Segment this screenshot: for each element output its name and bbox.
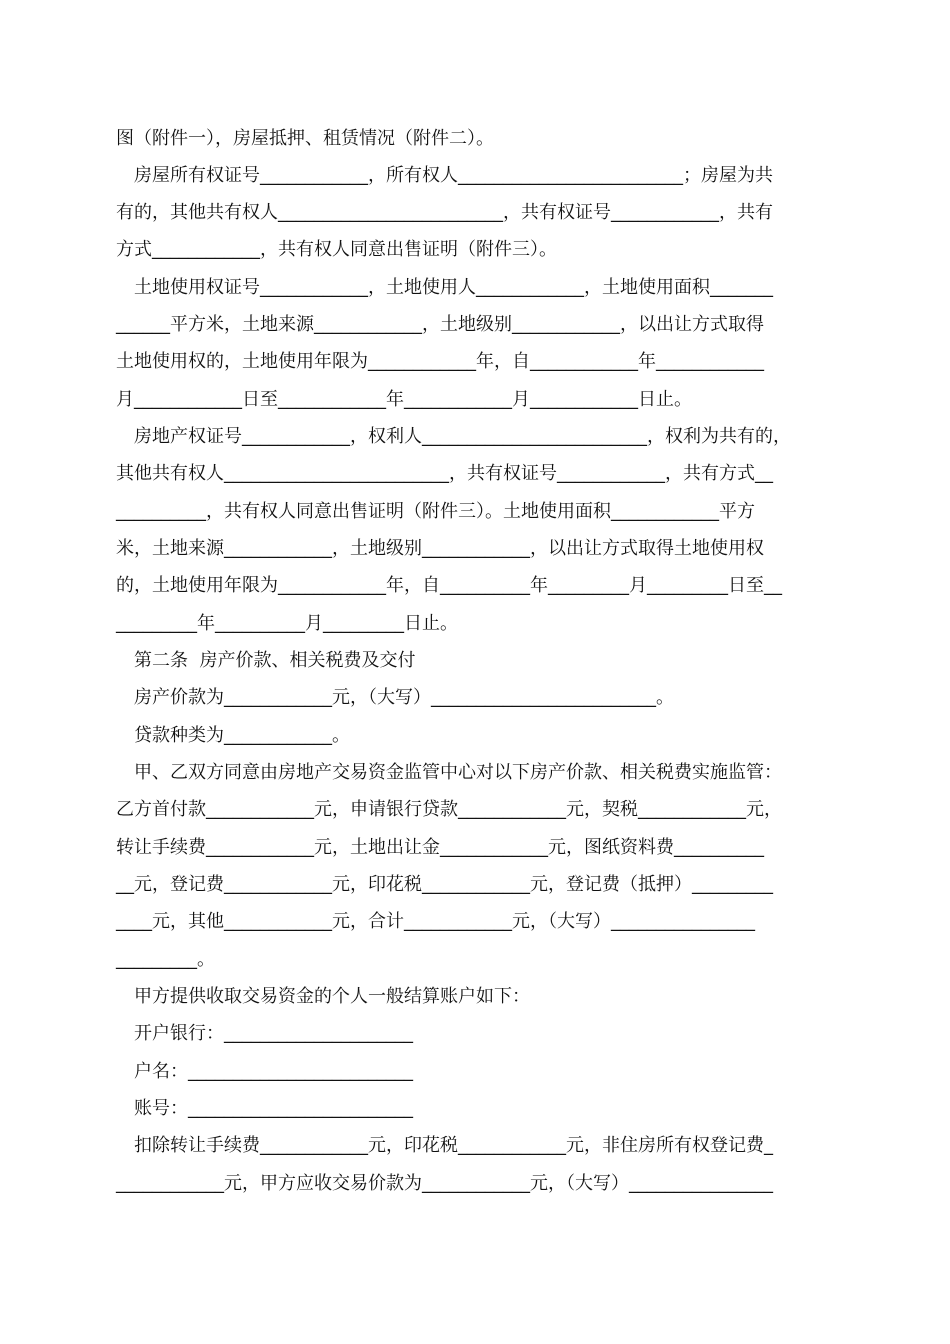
text-line-7: 土地使用权的，土地使用年限为____________年，自____________年____________	[116, 351, 764, 372]
text-line-18: 甲、乙双方同意由房地产交易资金监管中心对以下房产价款、相关税费实施监管：	[134, 762, 782, 783]
text-line-22: ____元，其他____________元，合计____________元，（大写）________________	[116, 911, 755, 932]
text-line-12: 米，土地来源____________，土地级别____________，以出让方式取得土地使用权	[116, 538, 764, 559]
text-line-5: 土地使用权证号____________，土地使用人____________，土地使用面积_______	[134, 277, 773, 298]
text-line-8: 月____________日至____________年____________月____________日止。	[116, 389, 692, 410]
text-line-29: ____________元，甲方应收交易价款为____________元，（大写）________________	[116, 1173, 773, 1194]
text-line-26: 户名：_________________________	[134, 1061, 413, 1082]
text-line-24: 甲方提供收取交易资金的个人一般结算账户如下：	[134, 986, 530, 1007]
text-line-14: _________年__________月_________日止。	[116, 613, 458, 634]
text-line-6: ______平方米，土地来源____________，土地级别____________，以出让方式取得	[116, 314, 764, 335]
text-line-21: __元，登记费____________元，印花税____________元，登记费（抵押）_________	[116, 874, 773, 895]
text-line-13: 的，土地使用年限为____________年，自__________年_________月_________日至__	[116, 575, 782, 596]
text-line-4: 方式____________，共有权人同意出售证明（附件三）。	[116, 239, 557, 260]
text-line-2: 房屋所有权证号____________，所有权人_________________________；房屋为共	[134, 165, 773, 186]
text-line-27: 账号：_________________________	[134, 1098, 413, 1119]
text-line-28: 扣除转让手续费____________元，印花税____________元，非住房所有权登记费_	[134, 1135, 773, 1156]
text-line-9: 房地产权证号____________，权利人_________________________，权利为共有的，	[134, 426, 791, 447]
text-line-10: 其他共有权人_________________________，共有权证号____________，共有方式__	[116, 463, 773, 484]
text-line-23: _________。	[116, 949, 215, 970]
text-line-20: 转让手续费____________元，土地出让金____________元，图纸资料费__________	[116, 837, 764, 858]
text-line-17: 贷款种类为____________。	[134, 725, 350, 746]
text-line-1: 图（附件一），房屋抵押、租赁情况（附件二）。	[116, 128, 494, 149]
text-line-16: 房产价款为____________元，（大写）_________________________。	[134, 687, 674, 708]
section-heading: 第二条 房产价款、相关税费及交付	[134, 650, 416, 671]
text-line-11: __________，共有权人同意出售证明（附件三）。土地使用面积____________平方	[116, 501, 755, 522]
text-line-25: 开户银行：_____________________	[134, 1023, 413, 1044]
text-line-19: 乙方首付款____________元，申请银行贷款____________元，契税____________元，	[116, 799, 782, 820]
text-line-3: 有的，其他共有权人_________________________，共有权证号____________，共有	[116, 202, 773, 223]
